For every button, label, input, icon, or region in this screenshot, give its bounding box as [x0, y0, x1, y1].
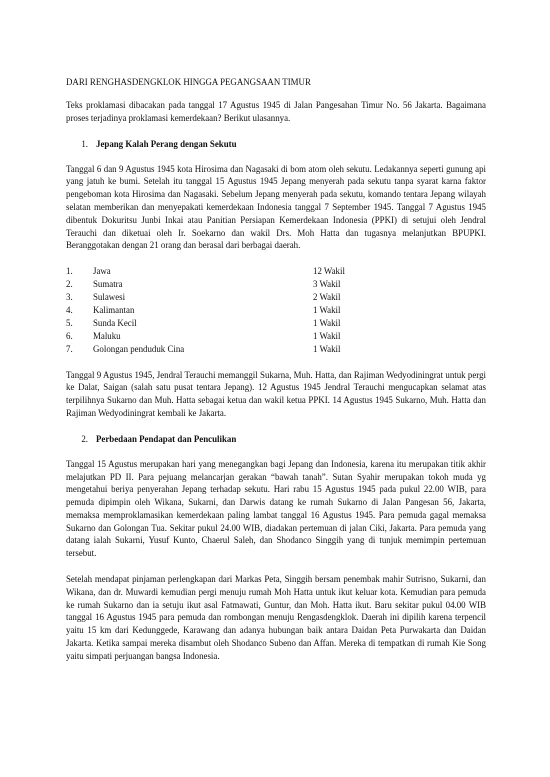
document-page: [66, 76, 486, 663]
region-representatives-list: [66, 265, 393, 355]
section-1-heading: [66, 138, 486, 150]
section-2-number: 2.: [81, 433, 88, 444]
region-name: Jawa: [93, 266, 111, 277]
region-row: [66, 278, 393, 291]
section-1-number: 1.: [81, 138, 88, 149]
section-1-title: Jepang Kalah Perang dengan Sekutu: [96, 138, 237, 149]
intro-paragraph: Teks proklamasi dibacakan pada tanggal 17 Agustus 1945 di Jalan Pangesahan Timur No. 56 Jakarta. Bagaimana proses terjadinya proklamasi kemerdekaan? Berikut ulasannya.: [66, 100, 486, 123]
section-1-paragraph-2: Tanggal 9 Agustus 1945, Jendral Terauchi memanggil Sukarna, Muh. Hatta, dan Rajiman Wedyodiningrat untuk pergi ke Dalat, Saigan (salah satu pusat tentara Jepang). 12 Agustus 1945 Jendral Terauchi mengucapkan selamat atas terpilihnya Sukarno dan Muh. Hatta sebagai ketua dan wakil ketua PPKI. 14 Agustus 1945 Sukarno, Muh. Hatta dan Rajiman Wedyodiningrat kembali ke Jakarta.: [66, 369, 486, 418]
region-count: 1 Wakil: [313, 304, 341, 315]
section-2-paragraph-2: Setelah mendapat pinjaman perlengkapan dari Markas Peta, Singgih bersam penembak mahir Sutrisno, Sukarni, dan Wikana, dan dr. Muwardi kemudian pergi menuju rumah Moh Hatta untuk ikut keluar kota. Kemudian para pemuda ke rumah Sukarno dan ia setuju ikut asal Fatmawati, Guntur, dan Moh. Hatta ikut. Baru sekitar pukul 04.00 WIB tanggal 16 Agustus 1945 para pemuda dan rombongan menuju Rengasdengklok. Daerah ini dipilih karena terpencil yaitu 15 km dari Kedunggede, Karawang dan adanya hubungan baik antara Daidan Peta Purwakarta dan Daidan Jakarta. Ketika sampai mereka disambut oleh Shodanco Subeno dan Affan. Mereka di tempatkan di rumah Kie Song yaitu simpati perjuangan bangsa Indonesia.: [66, 574, 486, 661]
section-2-title: Perbedaan Pendapat dan Penculikan: [96, 433, 237, 444]
region-count: 3 Wakil: [313, 279, 341, 290]
region-name: Maluku: [93, 330, 121, 341]
region-number: 6.: [66, 330, 73, 341]
region-number: 5.: [66, 317, 73, 328]
section-1-paragraph-1: Tanggal 6 dan 9 Agustus 1945 kota Hirosima dan Nagasaki di bom atom oleh sekutu. Ledakannya seperti gunung api yang jatuh ke bumi. Setelah itu tanggal 15 Agustus 1945 Jepang menyerah pada sekutu tanpa syarat karna faktor pengeboman kota Hirosima dan Nagasaki. Sebelum Jepang menyerah pada sekutu, komando tentara Jepang wilayah selatan memberikan dan menyepakati kemerdekaan Indonesia tanggal 7 September 1945. Tanggal 7 Agustus 1945 dibentuk Dokuritsu Junbi Inkai atau Panitian Persiapan Kemerdekaan Indonesia (PPKI) di setujui oleh Jendral Terauchi dan diketuai oleh Ir. Soekarno dan wakil Drs. Moh Hatta dan tugasnya melanjutkan BPUPKI. Beranggotakan dengan 21 orang dan berasal dari berbagai daerah.: [66, 163, 486, 251]
region-name: Sumatra: [93, 279, 123, 290]
section-2-paragraph-1: Tanggal 15 Agustus merupakan hari yang menegangkan bagi Jepang dan Indonesia, karena itu merupakan titik akhir melajutkan PD II. Para pejuang melancarjan gerakan “bawah tanah”. Sutan Syahir merupakan tokoh muda yg mengetahui beriya penyerahan Jepang terhadap sekutu. Hari rabu 15 Agustus 1945 pada pukul 22.00 WIB, para pemuda dipimpin oleh Wikana, Sukarni, dan Darwis datang ke rumah Sukarno di Jalan Pangesan 56, Jakarta, memaksa memproklamasikan kemerdekaan paling lambat tanggal 16 Agustus 1945. Para pemuda gagal memaksa Sukarno dan Golongan Tua. Sekitar pukul 24.00 WIB, diadakan pertemuan di jalan Ciki, Jakarta. Para pemuda yang datang ialah Sukarni, Yusuf Kunto, Chaerul Saleh, dan Shodanco Singgih yang di tunjuk memimpin pertemuan tersebut.: [66, 458, 486, 559]
region-name: Sulawesi: [93, 291, 126, 302]
region-number: 3.: [66, 291, 73, 302]
region-count: 2 Wakil: [313, 291, 341, 302]
region-name: Golongan penduduk Cina: [93, 343, 185, 354]
region-name: Kalimantan: [93, 304, 135, 315]
region-row: [66, 343, 393, 356]
region-number: 7.: [66, 343, 73, 354]
region-count: 1 Wakil: [313, 317, 341, 328]
region-row: [66, 265, 393, 278]
region-count: 1 Wakil: [313, 330, 341, 341]
region-number: 1.: [66, 266, 73, 277]
region-count: 1 Wakil: [313, 343, 341, 354]
region-number: 2.: [66, 279, 73, 290]
region-row: [66, 304, 393, 317]
region-row: [66, 317, 393, 330]
document-title: DARI RENGHASDENGKLOK HINGGA PEGANGSAAN TIMUR: [66, 77, 311, 87]
region-row: [66, 330, 393, 343]
region-row: [66, 291, 393, 304]
section-2-heading: [66, 433, 486, 445]
region-number: 4.: [66, 304, 73, 315]
region-name: Sunda Kecil: [93, 317, 137, 328]
region-count: 12 Wakil: [313, 266, 345, 277]
